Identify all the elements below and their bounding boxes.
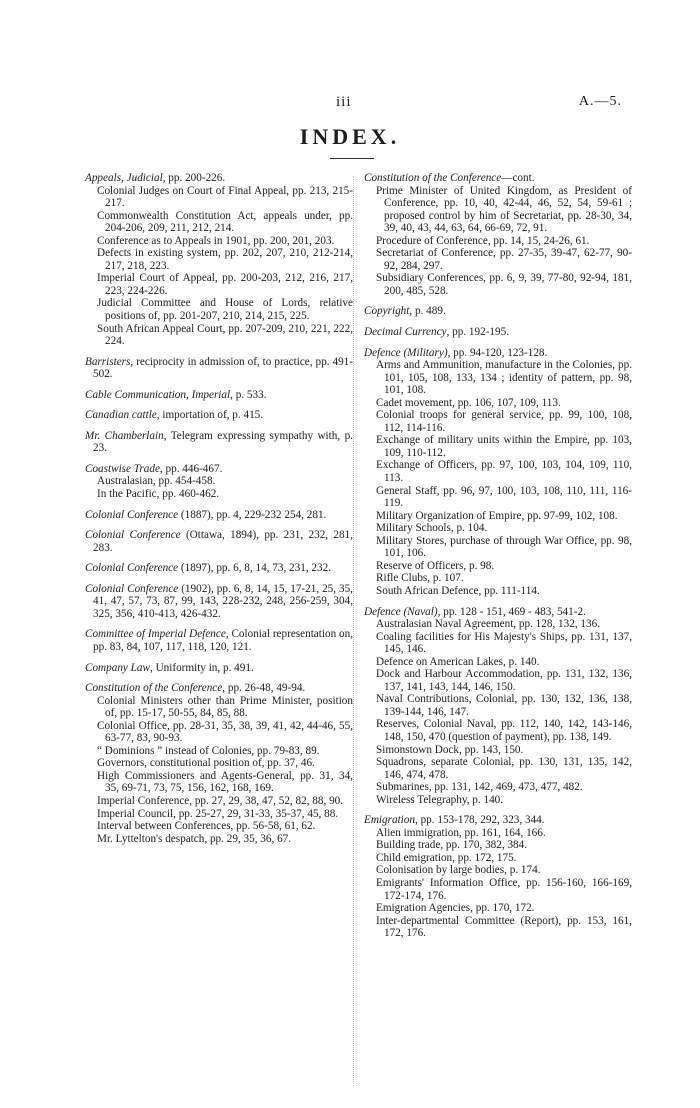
index-text: Colonial troops for general service, pp. 99, 100, 108, 112, 114-116. — [376, 409, 632, 434]
index-entry — [85, 628, 353, 653]
index-entry — [85, 509, 353, 522]
index-subentry — [85, 695, 353, 720]
index-text: Naval Contributions, Colonial, pp. 130, 132, 136, 138, 139-144, 146, 147. — [376, 693, 632, 718]
index-entry — [85, 562, 353, 575]
index-text: High Commissioners and Agents-General, pp. 31, 34, 35, 69-71, 73, 75, 156, 162, 168, 169. — [97, 769, 353, 795]
index-subentry — [364, 409, 632, 434]
index-text: Rifle Clubs, p. 107. — [376, 572, 464, 585]
index-text: Defence on American Lakes, p. 140. — [376, 655, 540, 668]
index-text: , Uniformity in, p. 491. — [149, 661, 254, 674]
index-text: Emigrants' Information Office, pp. 156-160, 166-169, 172-174, 176. — [376, 876, 632, 902]
index-subentry — [85, 757, 353, 770]
index-text: Imperial Court of Appeal, pp. 200-203, 212, 216, 217, 223, 224-226. — [97, 272, 353, 297]
index-term: Cable Communication, Imperial — [85, 388, 231, 401]
index-subentry — [364, 535, 632, 560]
index-subentry — [85, 297, 353, 322]
index-entry — [364, 606, 632, 619]
index-term: Colonial Conference — [85, 529, 181, 542]
index-entry — [85, 172, 353, 185]
index-subentry — [364, 839, 632, 852]
index-subentry — [364, 434, 632, 459]
index-subentry — [364, 485, 632, 510]
index-subentry — [85, 323, 353, 348]
index-text: , pp. 192-195. — [446, 326, 510, 339]
index-text: Imperial Council, pp. 25-27, 29, 31-33, 35-37, 45, 88. — [97, 807, 339, 820]
index-term: Mr. Chamberlain — [85, 429, 164, 442]
index-term: Coastwise Trade — [85, 462, 160, 475]
index-text: Reserves, Colonial Naval, pp. 112, 140, 142, 143-146, 148, 150, 470 (question of payment), pp. 138, 149. — [376, 718, 632, 743]
index-text: Subsidiary Conferences, pp. 6, 9, 39, 77-80, 92-94, 181, 200, 485, 528. — [376, 272, 632, 297]
index-term: Appeals, Judicial — [85, 172, 163, 184]
index-term: Colonial Conference — [85, 562, 179, 575]
index-text: Squadrons, separate Colonial, pp. 130, 131, 135, 142, 146, 474, 478. — [376, 756, 632, 781]
index-subentry — [364, 560, 632, 573]
index-text: , pp. 94-120, 123-128. — [447, 346, 548, 359]
index-subentry — [364, 852, 632, 865]
index-text: Military Schools, p. 104. — [376, 522, 488, 535]
index-text: —cont. — [501, 172, 535, 184]
index-text: General Staff, pp. 96, 97, 100, 103, 108, 110, 111, 116-119. — [376, 484, 632, 510]
index-entry — [364, 305, 632, 318]
index-subentry — [85, 247, 353, 272]
index-entry — [85, 529, 353, 554]
index-term: Emigration — [364, 814, 415, 827]
index-text: , p. 489. — [409, 305, 446, 318]
index-subentry — [85, 745, 353, 758]
index-text: Judicial Committee and House of Lords, relative positions of, pp. 201-207, 210, 214, 215, 225. — [97, 297, 353, 323]
title-rule — [330, 158, 374, 159]
index-entry — [364, 172, 632, 185]
index-text: (1897), pp. 6, 8, 14, 73, 231, 232. — [178, 562, 332, 575]
index-text: , reciprocity in admission of, to practice, pp. 491-502. — [93, 355, 353, 381]
index-column-left — [85, 172, 353, 845]
index-term: Colonial Conference — [85, 508, 179, 521]
index-text: Arms and Ammunition, manufacture in the Colonies, pp. 101, 105, 108, 133, 134 ; identity of pattern, pp. 98, 101, 108. — [376, 359, 632, 397]
index-text: , pp. 446-467. — [159, 462, 223, 475]
index-entry — [364, 347, 632, 360]
index-subentry — [364, 656, 632, 669]
index-term: Defence (Naval) — [364, 605, 438, 618]
index-text: Emigration Agencies, pp. 170, 172. — [376, 902, 535, 915]
index-subentry — [85, 210, 353, 235]
index-text: Colonial Judges on Court of Final Appeal, pp. 213, 215-217. — [97, 184, 353, 210]
index-text: Procedure of Conference, pp. 14, 15, 24-26, 61. — [376, 234, 590, 247]
index-text: (1902), pp. 6, 8, 14, 15, 17-21, 25, 35, 41, 47, 57, 73, 87, 99, 143, 228-232, 248, 256-259, 304, 325, 356, 410-413, 426-432. — [93, 582, 353, 620]
index-text: , Colonial representation on, pp. 83, 84, 107, 117, 118, 120, 121. — [93, 628, 353, 653]
index-text: Imperial Conference, pp. 27, 29, 38, 47, 52, 82, 88, 90. — [97, 794, 344, 807]
index-text: Australasian, pp. 454-458. — [97, 475, 216, 488]
index-subentry — [85, 795, 353, 808]
index-subentry — [364, 718, 632, 743]
index-subentry — [85, 820, 353, 833]
index-subentry — [364, 572, 632, 585]
index-entry — [85, 662, 353, 675]
index-text: , pp. 153-178, 292, 323, 344. — [414, 814, 545, 827]
index-text: In the Pacific, pp. 460-462. — [97, 488, 220, 501]
index-subentry — [364, 359, 632, 397]
index-text: Commonwealth Constitution Act, appeals under, pp. 204-206, 209, 211, 212, 214. — [97, 209, 353, 235]
index-entry — [85, 409, 353, 422]
index-text: Defects in existing system, pp. 202, 207, 210, 212-214, 217, 218, 223. — [97, 247, 353, 272]
index-subentry — [364, 235, 632, 248]
index-subentry — [364, 794, 632, 807]
page-title: INDEX. — [299, 124, 401, 149]
index-entry — [85, 463, 353, 476]
index-text: South African Defence, pp. 111-114. — [376, 584, 540, 597]
document-reference: A.—5. — [578, 94, 622, 109]
index-column-right — [364, 172, 632, 940]
index-text: Colonial Office, pp. 28-31, 35, 38, 39, 41, 42, 44-46, 55, 63-77, 83, 90-93. — [97, 719, 353, 745]
index-entry — [364, 326, 632, 339]
index-text: Exchange of military units within the Empire, pp. 103, 109, 110-112. — [376, 434, 632, 459]
index-text: Wireless Telegraphy, p. 140. — [376, 793, 504, 806]
index-text: Prime Minister of United Kingdom, as President of Conference, pp. 10, 40, 42-44, 46, 52, 54, 59-61 ; proposed control by him of Secretariat, pp. 28-30, 34, 39, 40, 43, 44, 63, 64, 66-69, 72, 91. — [376, 184, 632, 235]
index-subentry — [364, 877, 632, 902]
index-subentry — [85, 185, 353, 210]
index-text: Building trade, pp. 170, 382, 384. — [376, 839, 528, 852]
index-subentry — [85, 235, 353, 248]
index-subentry — [364, 631, 632, 656]
index-text: , p. 533. — [230, 388, 267, 401]
index-subentry — [85, 488, 353, 501]
index-subentry — [364, 756, 632, 781]
index-text: Child emigration, pp. 172, 175. — [376, 851, 517, 864]
index-entry — [85, 682, 353, 695]
page-number: iii — [336, 94, 352, 110]
index-subentry — [85, 272, 353, 297]
index-subentry — [364, 693, 632, 718]
index-text: South African Appeal Court, pp. 207-209, 210, 221, 222, 224. — [97, 322, 353, 348]
index-term: Company Law — [85, 661, 150, 674]
index-subentry — [364, 397, 632, 410]
index-subentry — [364, 915, 632, 940]
index-term: Constitution of the Conference — [364, 172, 502, 184]
index-subentry — [364, 668, 632, 693]
index-text: , pp. 128 - 151, 469 - 483, 541-2. — [437, 605, 586, 618]
index-text: Submarines, pp. 131, 142, 469, 473, 477, 482. — [376, 781, 583, 794]
index-text: , pp. 26-48, 49-94. — [222, 682, 306, 695]
index-subentry — [364, 902, 632, 915]
index-text: Colonisation by large bodies, p. 174. — [376, 864, 541, 877]
index-text: Colonial Ministers other than Prime Minister, position of, pp. 15-17, 50-55, 84, 85, 88. — [97, 694, 353, 720]
index-term: Colonial Conference — [85, 582, 179, 595]
index-entry — [85, 389, 353, 402]
index-subentry — [364, 247, 632, 272]
index-term: Committee of Imperial Defence — [85, 628, 226, 641]
column-divider — [353, 176, 354, 1086]
index-subentry — [364, 272, 632, 297]
index-entry — [364, 814, 632, 827]
index-text: Mr. Lyttelton's despatch, pp. 29, 35, 36, 67. — [97, 832, 292, 845]
index-subentry — [364, 827, 632, 840]
index-entry — [85, 430, 353, 455]
index-text: Conference as to Appeals in 1901, pp. 200, 201, 203. — [97, 234, 335, 247]
index-text: Australasian Naval Agreement, pp. 128, 132, 136. — [376, 618, 601, 631]
index-text: Dock and Harbour Accommodation, pp. 131, 132, 136, 137, 141, 143, 144, 146, 150. — [376, 668, 632, 693]
index-subentry — [364, 781, 632, 794]
index-term: Canadian cattle — [85, 409, 157, 422]
index-text: (Ottawa, 1894), pp. 231, 232, 281, 283. — [93, 529, 353, 554]
index-text: Military Organization of Empire, pp. 97-99, 102, 108. — [376, 509, 618, 522]
index-text: Interval between Conferences, pp. 56-58, 61, 62. — [97, 820, 316, 833]
index-text: Secretariat of Conference, pp. 27-35, 39-47, 62-77, 90-92, 284, 297. — [376, 247, 632, 272]
index-text: , pp. 200-226. — [162, 172, 226, 184]
index-subentry — [364, 618, 632, 631]
index-term: Constitution of the Conference — [85, 682, 223, 695]
index-text: Exchange of Officers, pp. 97, 100, 103, 104, 109, 110, 113. — [376, 459, 632, 485]
index-text: Cadet movement, pp. 106, 107, 109, 113. — [376, 396, 561, 409]
index-subentry — [364, 185, 632, 235]
index-text: Military Stores, purchase of through War Office, pp. 98, 101, 106. — [376, 534, 632, 560]
index-subentry — [364, 459, 632, 484]
index-subentry — [364, 522, 632, 535]
index-text: Inter-departmental Committee (Report), pp. 153, 161, 172, 176. — [376, 914, 632, 940]
index-text: Simonstown Dock, pp. 143, 150. — [376, 743, 524, 756]
index-entry — [85, 356, 353, 381]
index-term: Defence (Military) — [364, 346, 448, 359]
index-term: Decimal Currency — [364, 326, 447, 339]
index-subentry — [85, 808, 353, 821]
index-entry — [85, 583, 353, 621]
index-text: Governors, constitutional position of, pp. 37, 46. — [97, 757, 315, 770]
index-text: , importation of, p. 415. — [156, 409, 264, 422]
index-text: Alien immigration, pp. 161, 164, 166. — [376, 826, 546, 839]
index-subentry — [364, 744, 632, 757]
index-text: “ Dominions ” instead of Colonies, pp. 79-83, 89. — [97, 744, 320, 757]
index-subentry — [364, 864, 632, 877]
index-term: Barristers — [85, 355, 131, 368]
index-text: Reserve of Officers, p. 98. — [376, 559, 495, 572]
index-subentry — [364, 585, 632, 598]
index-subentry — [85, 720, 353, 745]
index-subentry — [85, 833, 353, 846]
index-subentry — [85, 475, 353, 488]
index-text: Coaling facilities for His Majesty's Ships, pp. 131, 137, 145, 146. — [376, 630, 632, 656]
index-subentry — [364, 510, 632, 523]
index-term: Copyright — [364, 305, 410, 318]
index-subentry — [85, 770, 353, 795]
index-text: (1887), pp. 4, 229-232 254, 281. — [178, 508, 327, 521]
index-text: , Telegram expressing sympathy with, p. 23. — [93, 429, 353, 455]
